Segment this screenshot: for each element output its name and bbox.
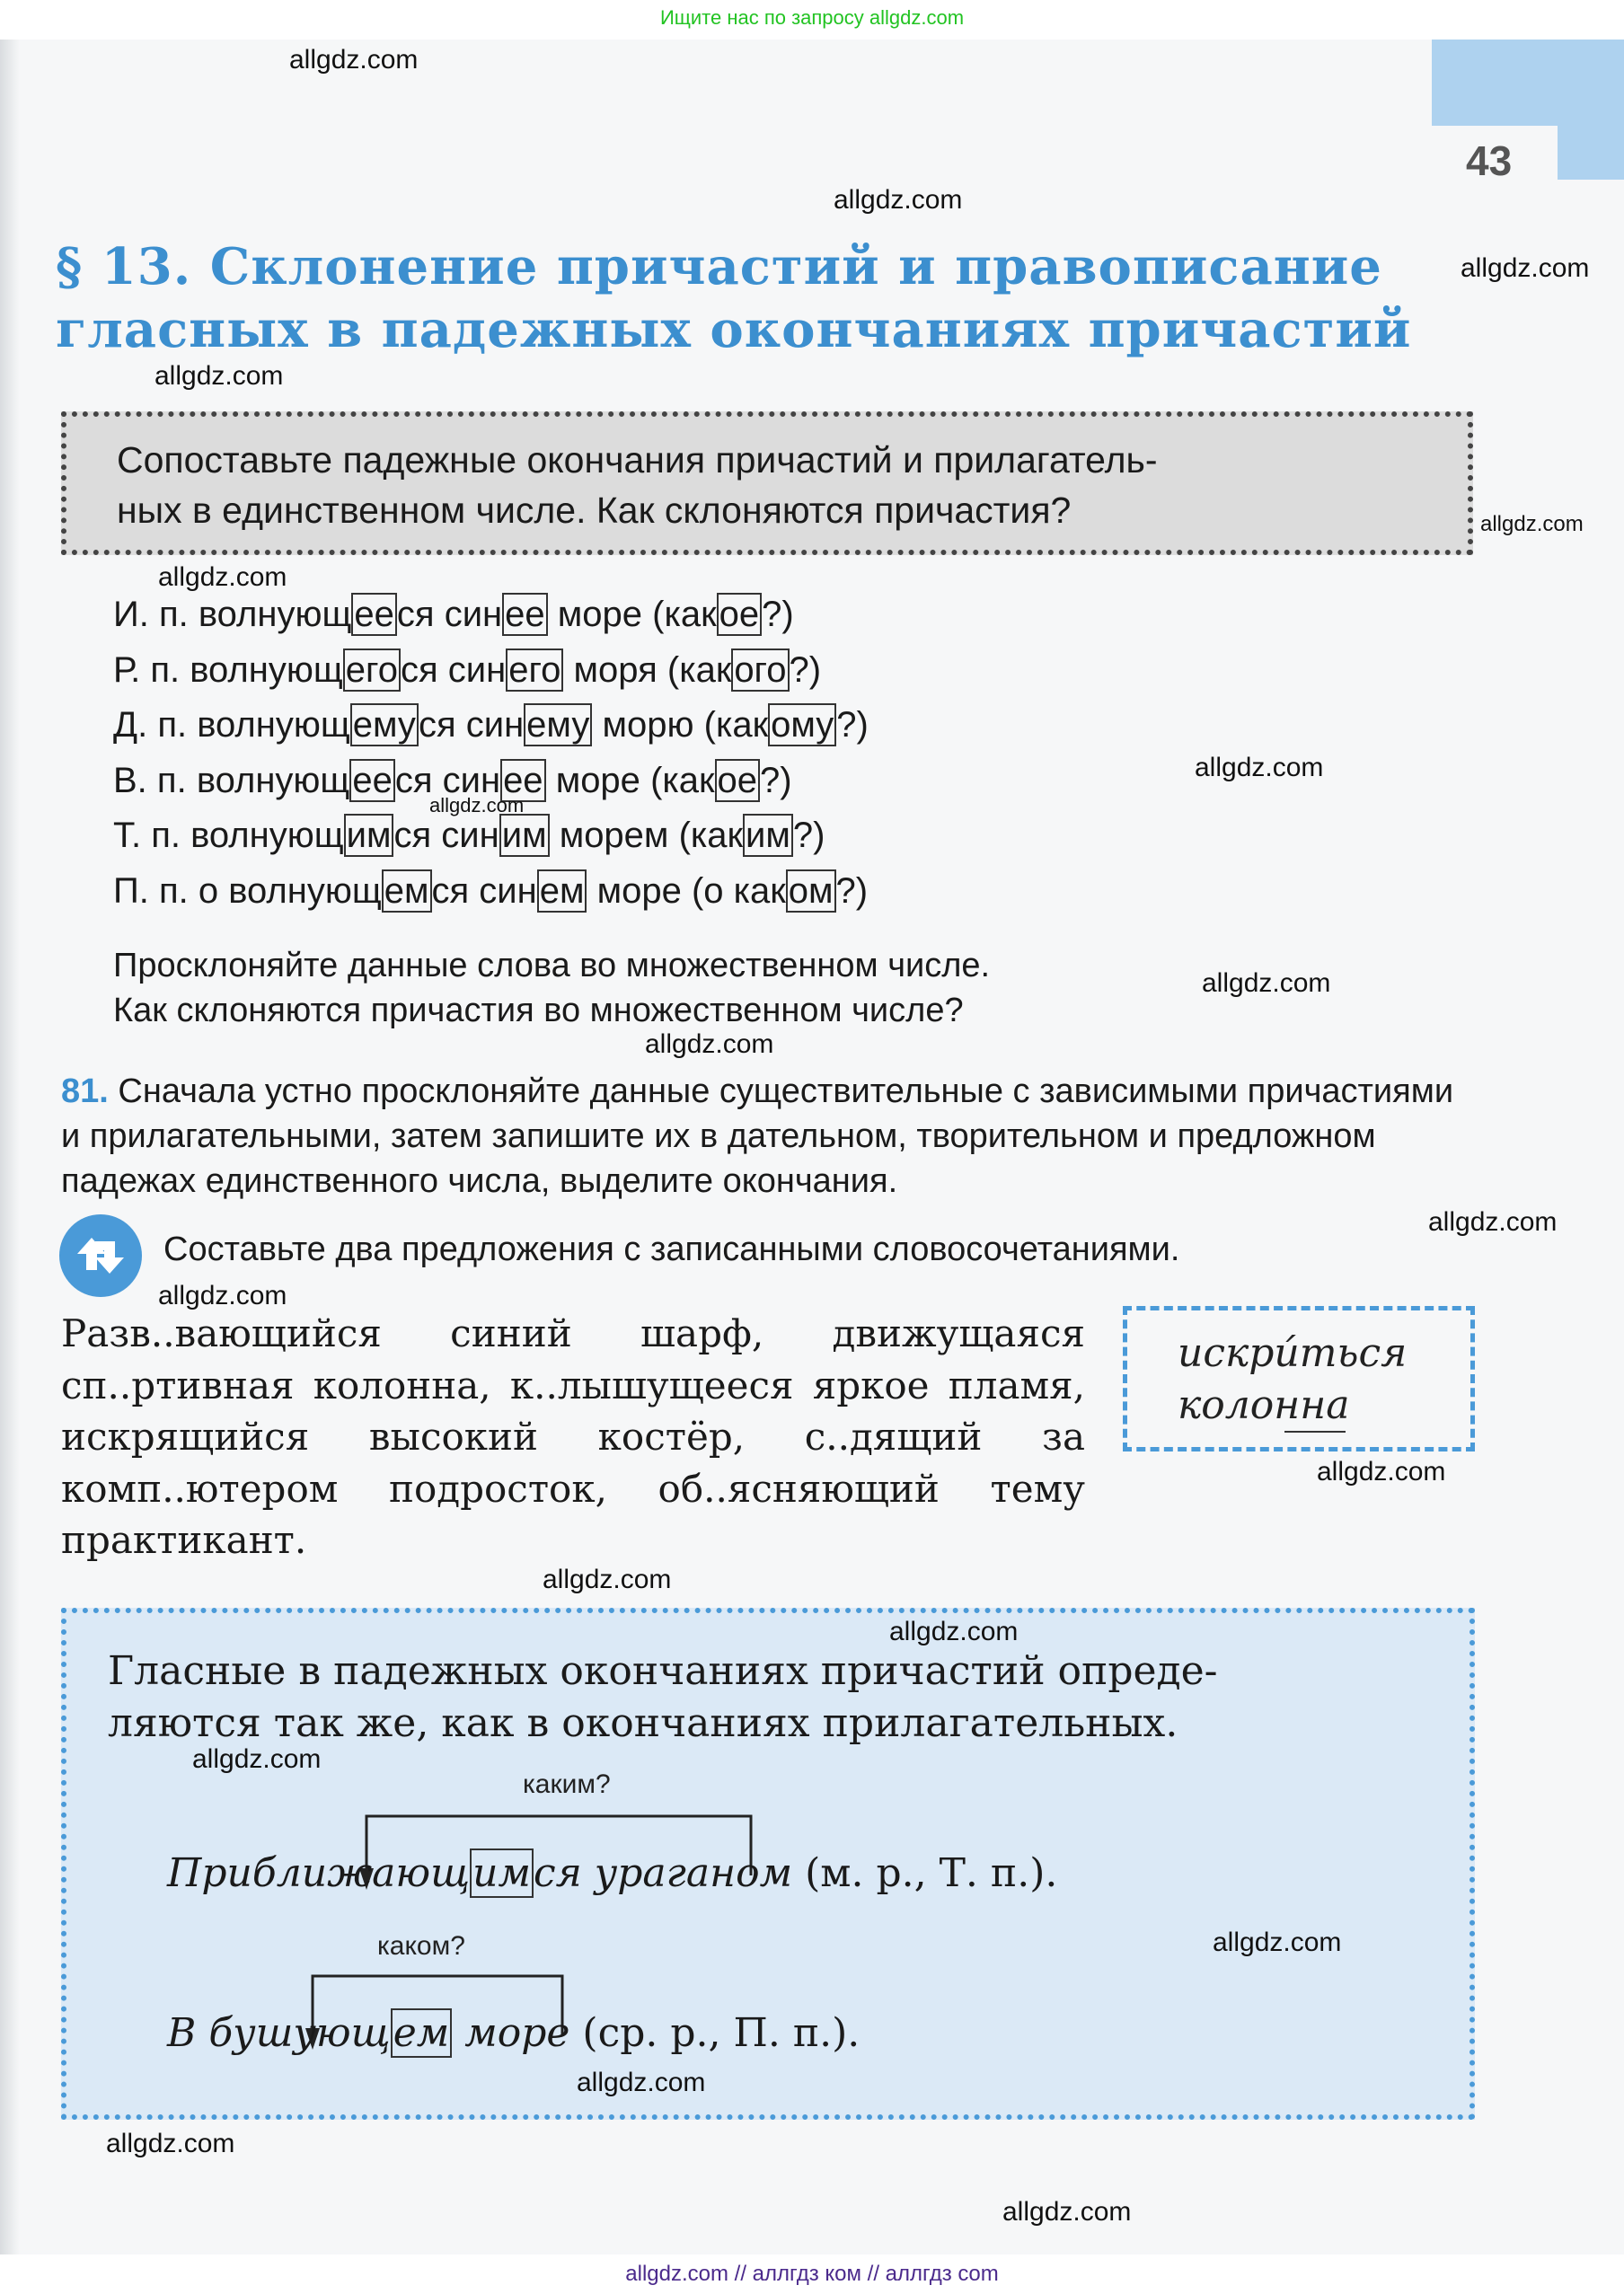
declension-row-genitive: Р. п. волнующегося синего моря (какого?) (113, 649, 822, 690)
section-title-line-1: § 13. Склонение причастий и правописание (56, 237, 1382, 296)
watermark: allgdz.com (543, 1565, 672, 1594)
page-corner-tab (1432, 40, 1624, 126)
ending-box: ое (715, 759, 761, 802)
rule-example-1: Приближающимся ураганом (м. р., Т. п.). (167, 1850, 1058, 1896)
question-label-1: каким? (523, 1769, 611, 1799)
ending-box: ем (382, 869, 432, 913)
watermark: allgdz.com (192, 1744, 322, 1774)
declension-row-instrumental: Т. п. волнующимся синим морем (каким?) (113, 816, 825, 855)
watermark: allgdz.com (158, 562, 287, 592)
ending-box: ем (391, 2008, 453, 2058)
vocab-word-2: колонна (1178, 1382, 1350, 1428)
exercise-text: Сначала устно просклоняйте данные существительные с зависимыми причастиями и прилагательными, затем запишите их в дательном, творительном и предложном падежах единственного числа, выделите окончания. (61, 1072, 1454, 1200)
section-title (56, 235, 1457, 361)
rule-text: Гласные в падежных окончаниях причастий опреде- ляются так же, как в окончаниях прилагательных. (108, 1648, 1218, 1746)
watermark: allgdz.com (1213, 1928, 1342, 1957)
watermark: allgdz.com (289, 45, 419, 75)
declension-row-prepositional: П. п. о волнующемся синем море (о каком?) (113, 870, 869, 911)
watermark: allgdz.com (429, 794, 525, 816)
watermark: allgdz.com (1480, 512, 1584, 536)
compose-task: Составьте два предложения с записанными словосочетаниями. (163, 1231, 1180, 1268)
ending-box: ого (731, 648, 789, 692)
watermark: allgdz.com (1002, 2197, 1132, 2227)
task-box (61, 411, 1473, 555)
watermark: allgdz.com (834, 185, 963, 215)
watermark: allgdz.com (158, 1281, 287, 1310)
watermark: allgdz.com (1317, 1457, 1446, 1487)
exercise-number: 81. (61, 1072, 109, 1110)
exercise-81 (61, 1069, 1480, 1204)
ending-box: им (470, 1848, 534, 1898)
ending-box: ее (351, 593, 397, 636)
vocab-word-1: искри́ться (1178, 1330, 1408, 1376)
watermark: allgdz.com (1202, 968, 1331, 998)
page-binding-shadow (0, 40, 20, 2254)
ending-box: его (506, 648, 563, 692)
declension-table (113, 587, 869, 919)
compose-sentences-icon (59, 1214, 142, 1297)
footer-watermark: allgdz.com // аллгдз ком // аллгдз com (0, 2254, 1624, 2294)
task-text: Сопоставьте падежные окончания причастий и прилагатель- ных в единственном числе. Как склоняются причастия? (117, 439, 1158, 531)
watermark: allgdz.com (1461, 253, 1590, 283)
ending-box: ому (768, 703, 836, 746)
ending-box: ему (350, 703, 419, 746)
watermark: allgdz.com (1195, 753, 1324, 782)
watermark: allgdz.com (889, 1617, 1019, 1646)
ending-box: им (499, 814, 550, 857)
ending-box: ем (537, 869, 587, 913)
search-banner: Ищите нас по запросу allgdz.com (0, 0, 1624, 40)
vocabulary-box (1123, 1306, 1475, 1451)
watermark: allgdz.com (1428, 1207, 1558, 1237)
page-corner-tab-lower (1558, 126, 1624, 180)
watermark: allgdz.com (577, 2068, 706, 2097)
stress-underline (1284, 1431, 1346, 1433)
ending-box: им (344, 814, 394, 857)
ending-box: ое (717, 593, 763, 636)
ending-box: им (743, 814, 793, 857)
declension-row-nominative: И. п. волнующееся синее море (какое?) (113, 595, 794, 634)
ending-box: ее (502, 593, 548, 636)
page-number: 43 (1466, 137, 1513, 184)
question-label-2: каком? (377, 1931, 465, 1961)
watermark: allgdz.com (106, 2129, 235, 2158)
exercise-phrases: Разв..вающийся синий шарф, движущаяся сп..ртивная колонна, к..лышущееся яркое пламя, искрящийся высокий костёр, с..дящий за комп..ютером подросток, об..ясняющий тему практикант. (61, 1311, 1085, 1562)
watermark: allgdz.com (154, 361, 284, 391)
rule-example-2: В бушующем море (ср. р., П. п.). (167, 2010, 861, 2056)
ending-box: его (343, 648, 401, 692)
declension-row-dative: Д. п. волнующемуся синему морю (какому?) (113, 705, 869, 745)
plural-task: Просклоняйте данные слова во множественном числе. Как склоняются причастия во множественном числе? (113, 947, 991, 1029)
ending-box: ему (524, 703, 592, 746)
declension-row-accusative: В. п. волнующееся синее море (какое?) (113, 760, 792, 800)
ending-box: ом (786, 869, 836, 913)
ending-box: ее (500, 759, 546, 802)
ending-box: ее (349, 759, 395, 802)
watermark: allgdz.com (645, 1029, 774, 1059)
section-title-line-2: гласных в падежных окончаниях причастий (56, 300, 1412, 359)
